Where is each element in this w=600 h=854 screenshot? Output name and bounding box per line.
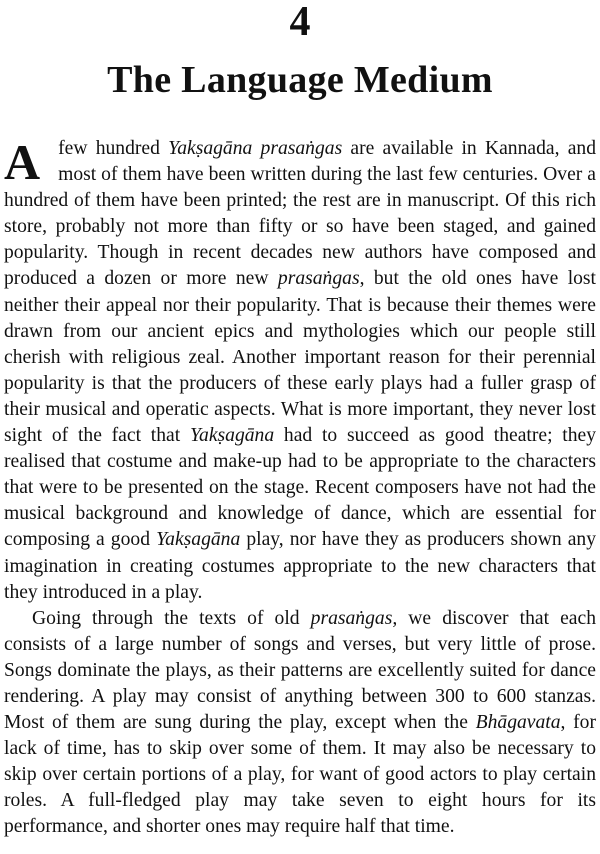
paragraph-text: , but the old ones have lost neither their appeal nor their popularity. That is because their themes were drawn from our ancient epics and mythologies which our people still cherish with religious zeal. Another important reason for their perennial popularity is that the producers of these early plays had a fuller grasp of their musical and operatic aspects. What is more important, they never lost sight of the fact that (4, 268, 596, 447)
drop-cap: A (4, 134, 41, 190)
italic-term: Yakṣagāna (156, 529, 241, 551)
chapter-number: 4 (289, 0, 311, 45)
italic-term: Bhāgavata (475, 712, 561, 734)
paragraph-text: had to succeed as good theatre; they realised that costume and make-up had to be appropriate to the characters that were to be presented on the stage. Recent composers have not had the musical background and knowledge of dance, which are essential for composing a good (4, 425, 597, 551)
italic-term: Yakṣagāna (189, 425, 275, 447)
paragraph-1 (4, 136, 596, 606)
italic-term: prasaṅgas (277, 268, 360, 290)
body-text (4, 136, 596, 841)
paragraph-text: , for lack of time, has to skip over some of them. It may also be necessary to skip over certain portions of a play, for want of good actors to play certain roles. A full-fledged play may take seven to eight hours for its performance, and shorter ones may require half that time. (4, 712, 596, 838)
paragraph-text: few hundred (58, 138, 169, 159)
paragraph-2 (4, 606, 596, 841)
paragraph-text: are available in Kannada, and most of them have been written during the last few centuries. Over a hundred of them have been printed; the rest are in manuscript. Of this rich store, probably not more than fifty or so have been staged, and gained popularity. Though in recent decades new authors have composed and produced a dozen or more new (4, 138, 596, 290)
italic-term: Yakṣagāna prasaṅgas (168, 138, 343, 159)
paragraph-text: Going through the texts of old (32, 607, 311, 629)
paragraph-text: we discover that each consists of a large number of songs and verses, but very little of prose. Songs dominate the plays, as their patterns are excellently suited for dance rendering. A play may consist of anything between 300 to 600 stanzas. Most of them are sung during the play, except when the (4, 607, 596, 734)
paragraph-text: play, nor have they as producers shown any imagination in creating costumes appropriate to the new characters that they introduced in a play. (4, 529, 596, 603)
italic-term: prasaṅgas, (310, 607, 398, 629)
chapter-title: The Language Medium (107, 59, 493, 101)
